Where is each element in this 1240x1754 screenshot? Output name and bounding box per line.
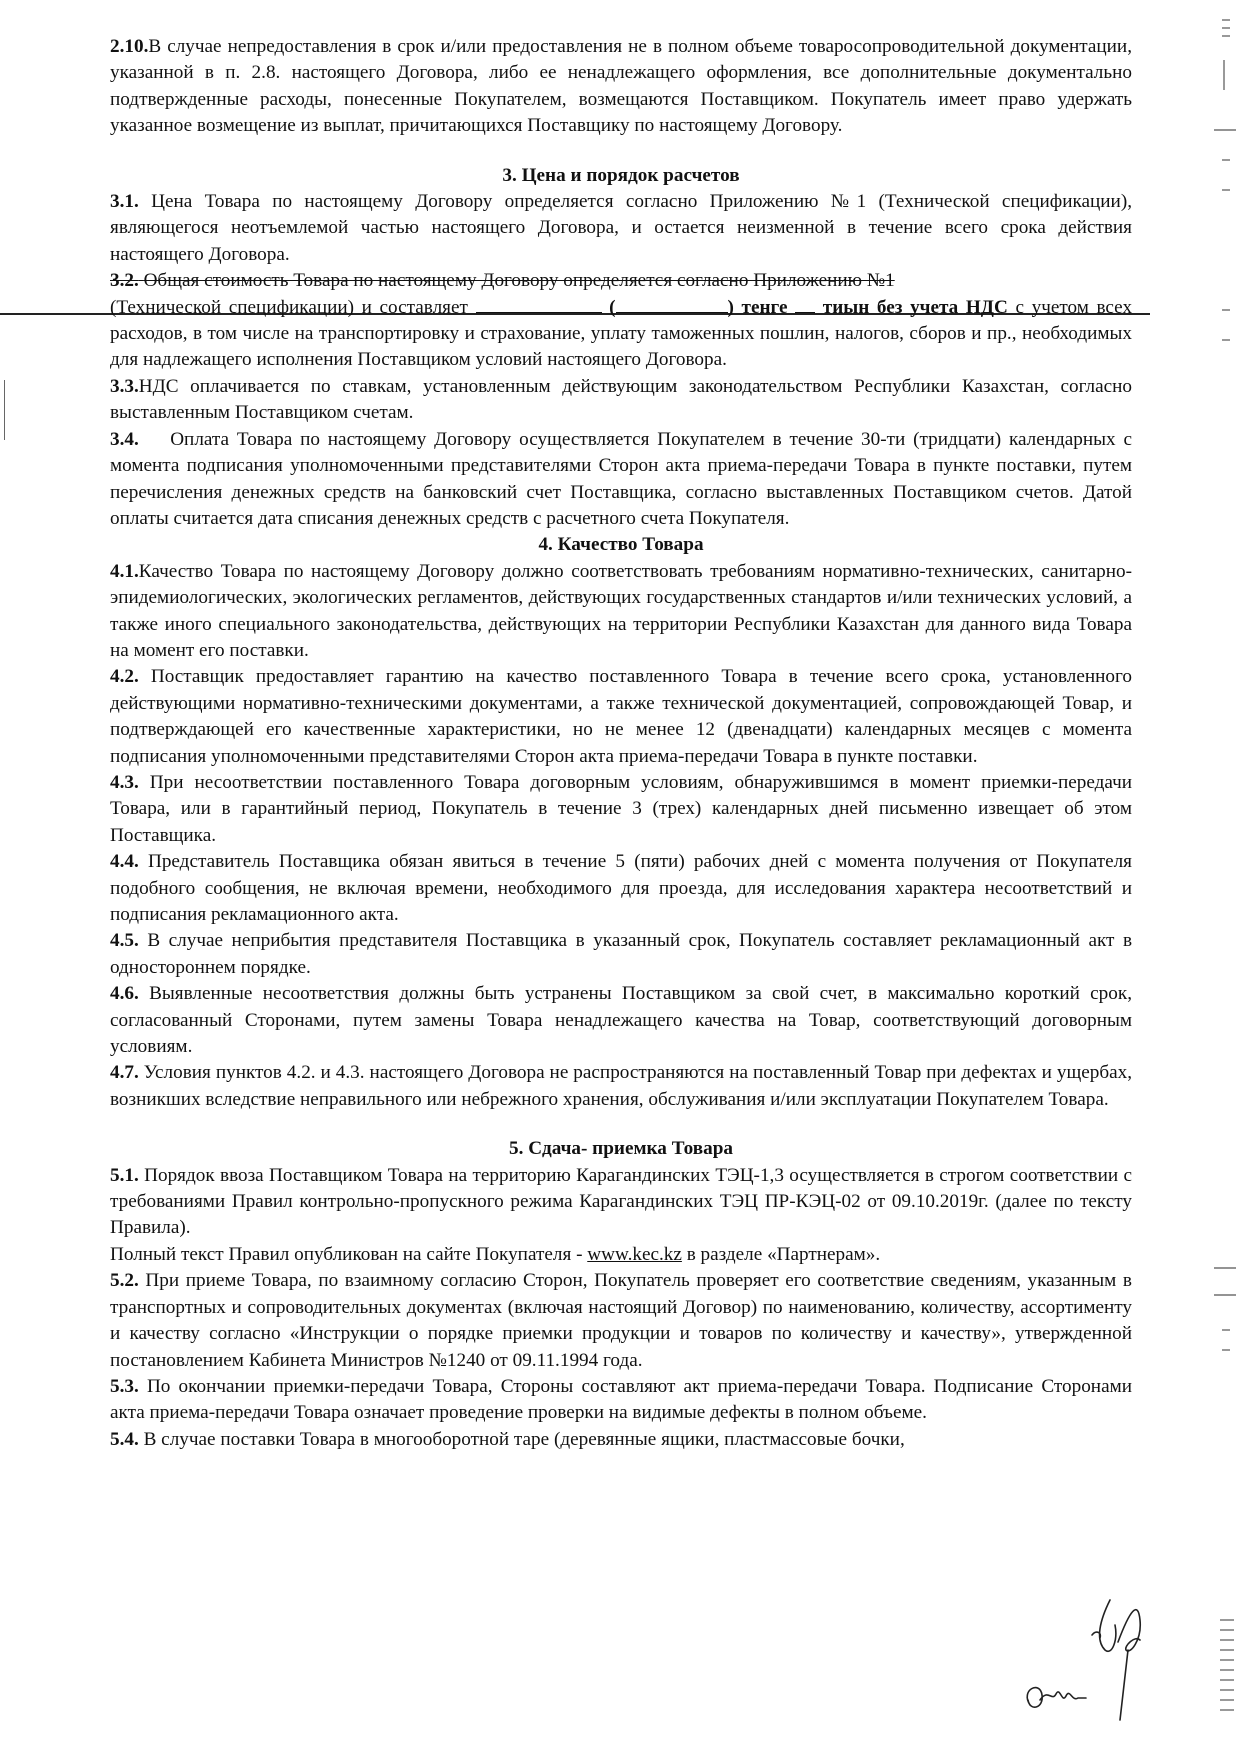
note-text-end: в разделе «Партнерам». [686,1243,881,1265]
section-4-heading: 4. Качество Товара [538,534,704,556]
clause-5-3 [110,1374,1132,1427]
clause-4-4 [110,849,1132,928]
clause-text: Условия пунктов 4.2. и 4.3. настоящего Договора не распространяются на поставленный Товар при дефектах и ущербах, возникших вследствие неправильного или небрежного хранения, обслуживания и/или эксплуатации Покупателем Товара. [110,1062,1133,1110]
clause-text: Порядок ввоза Поставщиком Товара на территорию Карагандинских ТЭЦ-1,3 осуществляется в строгом соответствии с требованиями Правил контрольно-пропускного режима Карагандинских ТЭЦ ПР-КЭЦ-02 от 09.10.2019г. (далее по тексту Правила). [110,1164,1132,1239]
clause-text-pre: (Технической спецификации) и составляет [110,296,468,318]
clause-text: Поставщик предоставляет гарантию на качество поставленного Товара в течение всего срока, установленного действующими нормативно-техническими документами, а также технической документацией, сопровождающей Товар, и подтверждающей его качественные характеристики, но не менее 12 (двенадцати) календарных месяцев с момента подписания уполномоченными представителями Сторон акта приема-передачи Товара в пункте поставки. [110,666,1132,767]
clause-text: НДС оплачивается по ставкам, установленным действующим законодательством Республики Казахстан, согласно выставленным Поставщиком счетам. [110,375,1132,424]
clause-4-6 [110,981,1132,1060]
clause-text: Цена Товара по настоящему Договору определяется согласно Приложению №1 (Технической спецификации), являющегося неотъемлемой частью настоящего Договора, и остается неизменной в течение всего срока действия настоящего Договора. [110,191,1133,265]
struck-text [110,270,895,291]
clause-text: Качество Товара по настоящему Договору должно соответствовать требованиям нормативно-технических, санитарно-эпидемиологических, экологических регламентов, действующих государственных стандартов и/или технических условий, а также иного специального законодательства, действующих на территории Республики Казахстан для данного вида Товара на момент его поставки. [110,560,1132,661]
amount-words-blank [616,296,728,313]
website-link[interactable]: www.kec.kz [587,1243,682,1265]
vat-note: тиын без учета НДС [822,296,1008,318]
clause-4-7 [110,1060,1132,1113]
clause-text: В случае поставки Товара в многооборотной таре (деревянные ящики, пластмассовые бочки, [143,1428,905,1450]
clause-number: 3.2. [110,270,139,292]
clause-3-2 [110,268,1132,374]
clause-number: 4.2. [110,666,139,688]
section-3-heading: 3. Цена и порядок расчетов [502,164,740,186]
clause-3-1 [110,189,1132,268]
clause-3-4 [110,427,1132,533]
clause-struck-text: Общая стоимость Товара по настоящему Договору определяется согласно Приложению №1 [143,270,895,292]
clause-2-10 [110,34,1132,140]
clause-number: 5.2. [110,1270,139,1292]
clause-text: Представитель Поставщика обязан явиться в течение 5 (пяти) рабочих дней с момента получения от Покупателя подобного сообщения, не включая времени, необходимого для проезда, для исследования характера несоответствий и подписания рекламационного акта. [110,851,1132,925]
clause-3-3 [110,374,1132,427]
clause-number: 4.1. [110,560,139,582]
clause-5-4 [110,1427,1132,1453]
scan-margin-mark [4,380,5,440]
clause-text: При приеме Товара, по взаимному согласию Сторон, Покупатель проверяет его соответствие сведениям, указанным в транспортных и сопроводительных документах (включая настоящий Договор) по наименованию, количеству, ассортименту и качеству согласно «Инструкции о порядке приемки продукции и товаров по количеству и качеству», утвержденной постановлением Кабинета Министров №1240 от 09.11.1994 года. [110,1270,1132,1371]
clause-number: 4.5. [110,930,139,952]
clause-5-1-note [110,1242,1132,1268]
clause-text: В случае непредоставления в срок и/или предоставления не в полном объеме товаросопроводительной документации, указанной в п. 2.8. настоящего Договора, либо ее ненадлежащего оформления, все дополнительные документально подтвержденные расходы, понесенные Покупателем, возмещаются Поставщиком. Покупатель имеет право удержать указанное возмещение из выплат, причитающихся Поставщику по настоящему Договору. [110,36,1132,137]
clause-number: 5.3. [110,1375,139,1397]
clause-number: 5.4. [110,1428,139,1450]
document-body [110,34,1132,1453]
clause-4-2 [110,664,1132,770]
clause-text: В случае неприбытия представителя Поставщика в указанный срок, Покупатель составляет рекламационный акт в одностороннем порядке. [110,930,1133,978]
clause-number: 2.10. [110,36,149,57]
clause-number: 4.3. [110,771,139,793]
clause-5-2 [110,1268,1132,1374]
note-text: Полный текст Правил опубликован на сайте Покупателя - [110,1243,583,1265]
clause-text: По окончании приемки-передачи Товара, Стороны составляют акт приема-передачи Товара. Подписание Сторонами акта приема-передачи Товара означает проведение проверки на видимые дефекты в полном объеме. [110,1375,1132,1424]
clause-text-rest: с учетом всех расходов, в том числе на транспортировку и страхование, уплату таможенных пошлин, налогов, сборов и пр., необходимых для надлежащего исполнения Поставщиком условий настоящего Договора. [110,296,1133,371]
currency-label: ) тенге [727,296,788,318]
clause-number: 3.3. [110,375,139,397]
clause-number: 4.4. [110,851,139,873]
clause-text: При несоответствии поставленного Товара договорным условиям, обнаружившимся в момент приемки-передачи Товара, или в гарантийный период, Покупатель в течение 3 (трех) календарных дней письменно извещает об этом Поставщика. [110,771,1133,846]
clause-4-3 [110,770,1132,849]
clause-4-1 [110,559,1132,665]
handwritten-signatures [1000,1580,1170,1730]
tiyn-blank [795,296,815,313]
clause-text: Выявленные несоответствия должны быть устранены Поставщиком за свой счет, в максимально короткий срок, согласованный Сторонами, путем замены Товара ненадлежащего качества на Товар, соответствующий договорным условиям. [110,983,1132,1058]
clause-number: 4.7. [110,1062,139,1084]
paren-open: ( [609,296,616,318]
section-5-heading: 5. Сдача- приемка Товара [509,1138,733,1160]
clause-number: 3.4. [110,428,139,450]
amount-blank [476,296,602,313]
clause-4-5 [110,928,1132,981]
clause-5-1 [110,1163,1132,1242]
clause-number: 4.6. [110,983,139,1005]
clause-text: Оплата Товара по настоящему Договору осуществляется Покупателем в течение 30-ти (тридцати) календарных с момента подписания уполномоченными представителями Сторон акта приема-передачи Товара в пункте поставки, путем перечисления денежных средств на банковский счет Поставщика, согласно выставленных Поставщиком счетов. Датой оплаты считается дата списания денежных средств с расчетного счета Покупателя. [110,428,1133,529]
clause-number: 3.1. [110,191,139,213]
clause-number: 5.1. [110,1164,139,1186]
scan-edge-marks [1200,0,1240,1754]
